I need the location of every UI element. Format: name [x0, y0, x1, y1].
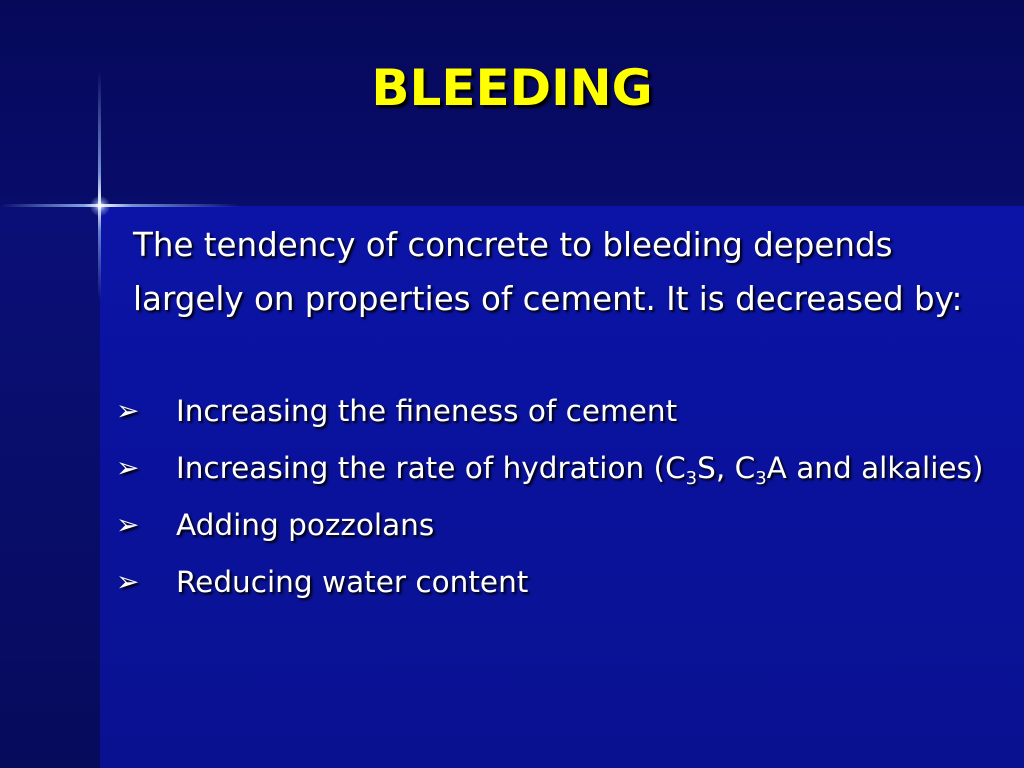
bullet-item-pozzolans: [116, 500, 1006, 550]
subscript: 3: [685, 468, 698, 489]
bullet-item-water: [116, 557, 1006, 607]
bullet-text: Adding pozzolans: [176, 508, 435, 542]
bullet-item-hydration: [116, 443, 1006, 493]
arrow-bullet-icon: ➢: [116, 451, 140, 484]
subscript: 3: [755, 468, 767, 489]
bullet-list: [116, 386, 1006, 614]
bullet-text-part: A and alkalies): [766, 451, 984, 485]
intro-paragraph: The tendency of concrete to bleeding depends largely on properties of cement. It is decreased by:: [133, 226, 963, 318]
bullet-text-part: Increasing the rate of hydration (C: [176, 451, 686, 485]
light-flare-horizontal: [0, 204, 240, 207]
arrow-bullet-icon: ➢: [116, 394, 140, 427]
bullet-text-part: S, C: [697, 451, 756, 485]
slide-title: BLEEDING: [371, 59, 653, 117]
arrow-bullet-icon: ➢: [116, 508, 140, 541]
bullet-text: Increasing the fineness of cement: [176, 394, 678, 428]
bullet-text: Reducing water content: [176, 565, 529, 599]
bullet-text: [176, 451, 984, 489]
bullet-item-fineness: [116, 386, 1006, 436]
arrow-bullet-icon: ➢: [116, 565, 140, 598]
slide-left-band: [0, 206, 100, 768]
light-flare-center: [90, 196, 110, 216]
